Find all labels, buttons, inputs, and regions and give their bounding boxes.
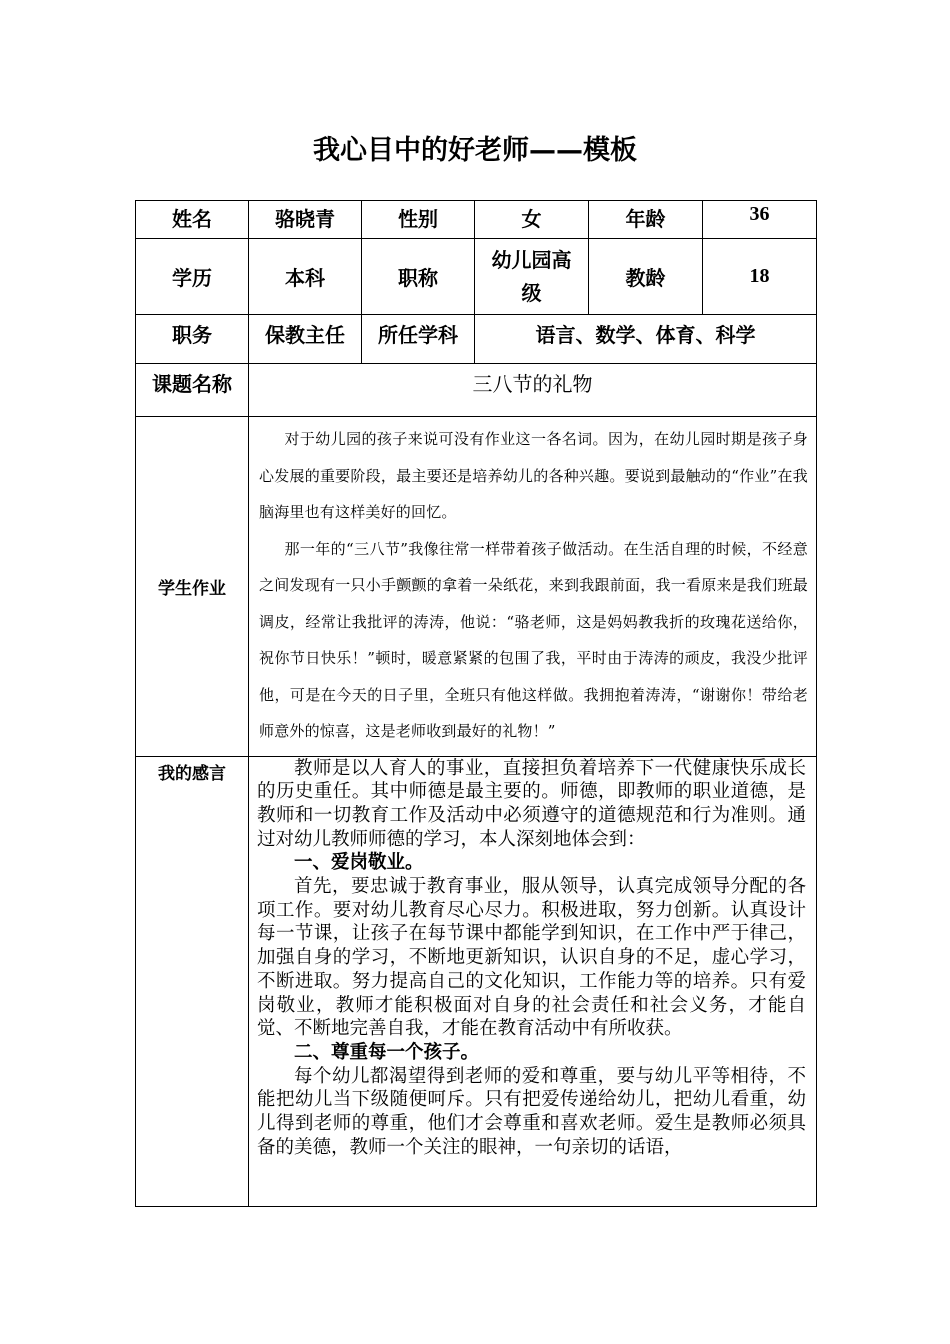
thoughts-content: [249, 756, 817, 1206]
thoughts-paragraph: 教师是以人育人的事业，直接担负着培养下一代健康快乐成长的历史重任。其中师德是最主要的。师德，即教师的职业道德，是教师和一切教育工作及活动中必须遵守的道德规范和行为准则。通过对幼儿教师师德的学习，本人深刻地体会到：: [257, 757, 806, 850]
name-value: 骆晓青: [249, 201, 362, 239]
page-title: 我心目中的好老师——模板: [313, 135, 637, 166]
thoughts-paragraph: 首先，要忠诚于教育事业，服从领导，认真完成领导分配的各项工作。要对幼儿教育尽心尽力。积极进取，努力创新。认真设计每一节课，让孩子在每节课中都能学到知识，在工作中严于律己，加强自身的学习，不断地更新知识，认识自身的不足，虚心学习，不断进取。努力提高自己的文化知识，工作能力等的培养。只有爱岗敬业，教师才能积极面对自身的社会责任和社会义务，才能自觉、不断地完善自我，才能在教育活动中有所收获。: [257, 876, 806, 1040]
homework-content: [249, 417, 817, 757]
table-row: [136, 239, 817, 315]
thoughts-paragraph: 每个幼儿都渴望得到老师的爱和尊重，要与幼儿平等相待，不能把幼儿当下级随便呵斥。只有把爱传递给幼儿，把幼儿看重，幼儿得到老师的尊重，他们才会尊重和喜欢老师。爱生是教师必须具备的美德，教师一个关注的眼神，一句亲切的话语，: [257, 1065, 806, 1158]
homework-paragraph: 对于幼儿园的孩子来说可没有作业这一各名词。因为，在幼儿园时期是孩子身心发展的重要阶段，最主要还是培养幼儿的各种兴趣。要说到最触动的“作业”在我脑海里也有这样美好的回忆。: [259, 430, 808, 521]
thoughts-label: 我的感言: [136, 756, 249, 1206]
section-heading: 二、尊重每一个孩子。: [294, 1041, 480, 1063]
education-value: 本科: [249, 239, 362, 315]
education-label: 学历: [136, 239, 249, 315]
teaching-years-value: 18: [703, 239, 817, 315]
age-value: 36: [703, 201, 817, 239]
homework-paragraph: 那一年的“三八节”我像往常一样带着孩子做活动。在生活自理的时候，不经意之间发现有一只小手颤颤的拿着一朵纸花，来到我跟前面，我一看原来是我们班最调皮，经常让我批评的涛涛，他说：“骆老师，这是妈妈教我折的玫瑰花送给你，祝你节日快乐！”顿时，暖意紧紧的包围了我，平时由于涛涛的顽皮，我没少批评他，可是在今天的日子里，全班只有他这样做。我拥抱着涛涛，“谢谢你！带给老师意外的惊喜，这是老师收到最好的礼物！”: [259, 539, 808, 740]
section-heading: 一、爱岗敬业。: [294, 852, 424, 874]
rank-value: 幼儿园高级: [475, 239, 589, 315]
teaching-years-label: 教龄: [589, 239, 703, 315]
gender-label: 性别: [362, 201, 475, 239]
position-label: 职务: [136, 315, 249, 364]
gender-value: 女: [475, 201, 589, 239]
subject-label: 所任学科: [362, 315, 475, 364]
name-label: 姓名: [136, 201, 249, 239]
table-row: [136, 315, 817, 364]
table-row: [136, 201, 817, 239]
topic-label: 课题名称: [136, 364, 249, 417]
table-row: [136, 417, 817, 757]
table-row: [136, 364, 817, 417]
table-row: [136, 756, 817, 1206]
topic-value: 三八节的礼物: [249, 364, 817, 417]
homework-label: 学生作业: [136, 417, 249, 757]
age-label: 年龄: [589, 201, 703, 239]
subjects-value: 语言、数学、体育、科学: [475, 315, 817, 364]
position-value: 保教主任: [249, 315, 362, 364]
teacher-form-table: [135, 200, 817, 1207]
rank-label: 职称: [362, 239, 475, 315]
